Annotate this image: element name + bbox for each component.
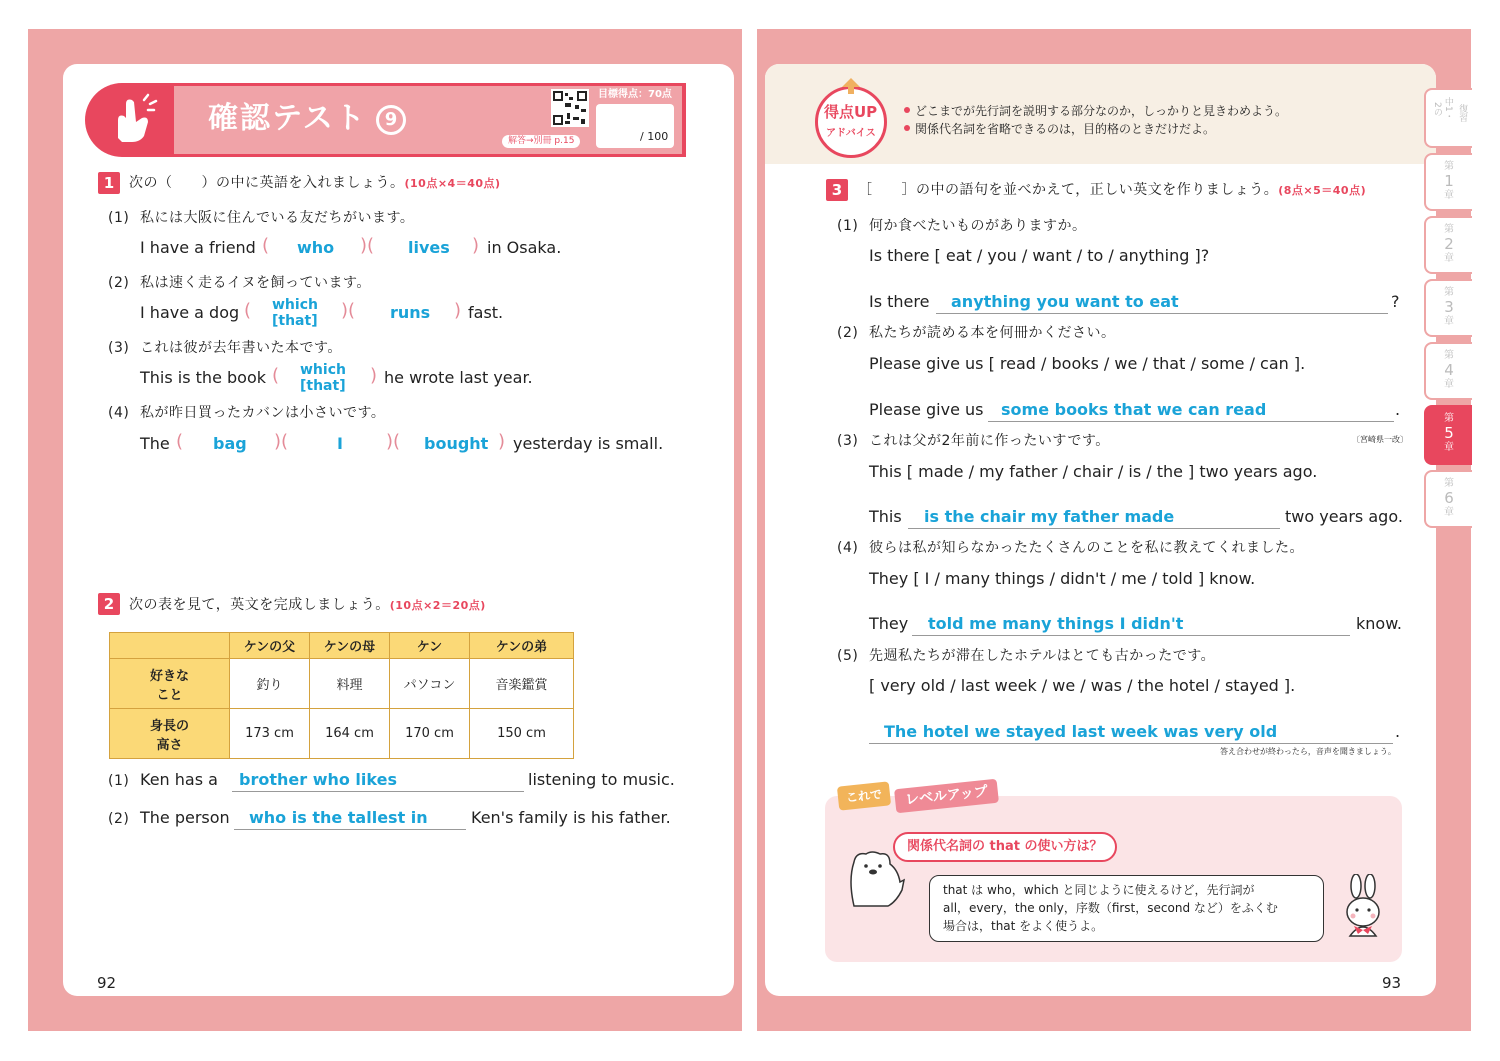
score-total: / 100: [640, 130, 669, 143]
page-number-right: 93: [1382, 974, 1402, 992]
advice-badge-sub: アドバイス: [826, 128, 876, 139]
chapter-tab-5[interactable]: 第 5 章: [1424, 405, 1472, 465]
answer-line: [936, 313, 1388, 314]
q1-1-number: (1): [108, 210, 130, 226]
rabbit-icon: [1336, 874, 1388, 944]
q3-3-japanese: これは父が2年前に作ったいすです。: [869, 433, 1110, 449]
q3-1-prefix: Is there: [869, 292, 930, 311]
table-cell: 150 cm: [470, 709, 574, 759]
q3-4-prompt: They [ I / many things / didn't / me / told ] know.: [869, 569, 1256, 588]
q1-3-japanese: これは彼が去年書いた本です。: [140, 340, 342, 356]
paren: (: [244, 300, 252, 321]
q3-2-japanese: 私たちが読める本を何冊かください。: [869, 325, 1116, 341]
answer-line: [234, 829, 466, 830]
target-score: 目標得点：70点: [598, 89, 672, 100]
paren: ): [454, 300, 462, 321]
q3-2-number: (2): [837, 325, 859, 341]
question-1-badge: 1: [98, 172, 120, 194]
levelup-body-1: that は who，which と同じように使えるけど，先行詞が: [943, 883, 1255, 897]
q1-3-number: (3): [108, 340, 130, 356]
question-2-badge: 2: [98, 593, 120, 615]
q1-2-answer-1b: [that]: [272, 313, 318, 329]
q2-1-number: (1): [108, 773, 130, 789]
bullet-dot: [904, 107, 910, 113]
q1-4-answer-2: I: [337, 434, 343, 453]
levelup-body-3: 場合は，that をよく使うよ。: [943, 919, 1104, 933]
levelup-tag-1: これで: [837, 781, 891, 810]
q2-2-answer: who is the tallest in: [249, 808, 428, 827]
question-3-badge: 3: [826, 179, 848, 201]
row-header: 好きな こと: [110, 659, 230, 709]
q3-4-answer: told me many things I didn't: [928, 614, 1184, 633]
levelup-tag-2: レベルアップ: [894, 779, 999, 814]
q3-3-prefix: This: [869, 507, 902, 526]
answer-line: [988, 421, 1394, 422]
levelup-body-2: all，every，the only，序数（first，second など）をふくむ: [943, 901, 1278, 915]
paren: ): [370, 365, 378, 386]
advice-line-1: どこまでが先行詞を説明する部分なのか，しっかりと見きわめよう。: [915, 104, 1288, 118]
levelup-question: 関係代名詞の that の使い方は？: [893, 832, 1117, 862]
q1-2-japanese: 私は速く走るイヌを飼っています。: [140, 275, 371, 291]
info-table: [109, 632, 574, 759]
table-cell: 170 cm: [390, 709, 470, 759]
q1-4-number: (4): [108, 405, 130, 421]
test-number-circle: 9: [376, 105, 406, 135]
q2-1-prefix: Ken has a: [140, 770, 218, 789]
q3-5-number: (5): [837, 648, 859, 664]
question-1-instruction: 次の（ ）の中に英語を入れましょう。(10点×4＝40点): [129, 175, 501, 191]
q3-1-number: (1): [837, 218, 859, 234]
q3-footnote: 答え合わせが終わったら，音声を聞きましょう。: [1220, 747, 1396, 756]
table-row: [110, 659, 574, 709]
q1-4-prefix: The: [140, 434, 170, 453]
advice-line-2: 関係代名詞を省略できるのは，目的格のときだけだよ。: [915, 122, 1216, 136]
q3-1-answer: anything you want to eat: [951, 292, 1179, 311]
q2-1-answer: brother who likes: [239, 770, 397, 789]
q1-4-answer-1: bag: [213, 434, 247, 453]
q1-2-number: (2): [108, 275, 130, 291]
paren: )(: [360, 235, 375, 256]
q3-3-note: 〔宮崎県一改〕: [1352, 435, 1408, 444]
q1-2-suffix: fast.: [468, 303, 504, 322]
q1-3-suffix: he wrote last year.: [384, 368, 533, 387]
q3-3-answer: is the chair my father made: [924, 507, 1175, 526]
chapter-tab-3[interactable]: 第 3 章: [1424, 279, 1472, 337]
paren: (: [272, 365, 280, 386]
answer-reference: 解答→別冊 p.15: [502, 135, 580, 148]
answer-line: [912, 635, 1350, 636]
q2-2-suffix: Ken's family is his father.: [471, 808, 671, 827]
table-cell: 164 cm: [310, 709, 390, 759]
q1-3-answer-1a: which: [300, 362, 346, 378]
paren: )(: [274, 431, 289, 452]
q1-4-answer-3: bought: [424, 434, 489, 453]
q1-4-japanese: 私が昨日買ったカバンは小さいです。: [140, 405, 386, 421]
page-number-left: 92: [97, 974, 117, 992]
q3-5-suffix: .: [1395, 722, 1401, 741]
paren: ): [472, 235, 480, 256]
chapter-tab-2[interactable]: 第 2 章: [1424, 216, 1472, 274]
table-cell: 音楽鑑賞: [470, 659, 574, 709]
q3-3-suffix: two years ago.: [1285, 507, 1403, 526]
q1-3-prefix: This is the book: [140, 368, 266, 387]
col-header: ケンの父: [230, 633, 310, 659]
paren: (: [262, 235, 270, 256]
left-page: [63, 64, 734, 996]
q3-1-suffix: ?: [1391, 292, 1400, 311]
q1-1-japanese: 私には大阪に住んでいる友だちがいます。: [140, 210, 415, 226]
table-cell: 釣り: [230, 659, 310, 709]
q3-3-prompt: This [ made / my father / chair / is / the ] two years ago.: [869, 462, 1318, 481]
q1-3-answer-1b: [that]: [300, 378, 346, 394]
q2-1-suffix: listening to music.: [528, 770, 675, 789]
question-2-instruction: 次の表を見て，英文を完成しましょう。(10点×2＝20点): [129, 597, 486, 613]
table-cell: 料理: [310, 659, 390, 709]
q1-2-prefix: I have a dog: [140, 303, 240, 322]
col-header: ケン: [390, 633, 470, 659]
col-header: ケンの母: [310, 633, 390, 659]
paren: ): [498, 431, 506, 452]
qr-code-icon: [551, 89, 589, 127]
q3-1-japanese: 何か食べたいものがありますか。: [869, 218, 1087, 234]
advice-badge: [815, 86, 887, 158]
table-row: [110, 709, 574, 759]
paren: (: [176, 431, 184, 452]
test-title: 確認テスト: [208, 101, 367, 136]
q3-5-prompt: [ very old / last week / we / was / the hotel / stayed ].: [869, 676, 1296, 695]
q1-4-suffix: yesterday is small.: [513, 434, 664, 453]
chapter-tab-1[interactable]: 第 1 章: [1424, 153, 1472, 211]
chapter-tab-4[interactable]: 第 4 章: [1424, 342, 1472, 400]
up-arrow-icon: [842, 78, 860, 94]
q1-1-answer-2: lives: [408, 238, 450, 257]
bear-icon: [842, 846, 908, 910]
q3-4-suffix: know.: [1356, 614, 1402, 633]
q3-1-prompt: Is there [ eat / you / want / to / anything ]?: [869, 246, 1210, 265]
q3-2-prefix: Please give us: [869, 400, 984, 419]
col-header: ケンの弟: [470, 633, 574, 659]
q3-5-japanese: 先週私たちが滞在したホテルはとても古かったです。: [869, 648, 1216, 664]
answer-line: [869, 743, 1393, 744]
q3-2-suffix: .: [1395, 400, 1401, 419]
bullet-dot: [904, 125, 910, 131]
chapter-tab-review[interactable]: 中1・2の 復習: [1424, 88, 1472, 148]
chapter-tab-6[interactable]: 第 6 章: [1424, 470, 1472, 528]
pointing-hand-icon: [104, 92, 162, 148]
q1-1-answer-1: who: [297, 238, 335, 257]
q2-2-prefix: The person: [140, 808, 230, 827]
q1-1-prefix: I have a friend: [140, 238, 256, 257]
q3-5-answer: The hotel we stayed last week was very old: [884, 722, 1278, 741]
paren: )(: [386, 431, 401, 452]
q3-4-japanese: 彼らは私が知らなかったたくさんのことを私に教えてくれました。: [869, 540, 1304, 556]
table-cell: パソコン: [390, 659, 470, 709]
answer-line: [232, 791, 524, 792]
table-cell: 173 cm: [230, 709, 310, 759]
q3-4-prefix: They: [869, 614, 909, 633]
question-3-instruction: ［ ］の中の語句を並べかえて，正しい英文を作りましょう。(8点×5＝40点): [858, 182, 1367, 198]
q2-2-number: (2): [108, 811, 130, 827]
row-header: 身長の 高さ: [110, 709, 230, 759]
q3-4-number: (4): [837, 540, 859, 556]
q3-2-answer: some books that we can read: [1001, 400, 1267, 419]
q3-3-number: (3): [837, 433, 859, 449]
answer-line: [908, 528, 1280, 529]
advice-badge-title: 得点UP: [824, 103, 878, 121]
q1-2-answer-2: runs: [390, 303, 431, 322]
q1-1-suffix: in Osaka.: [487, 238, 562, 257]
q3-2-prompt: Please give us [ read / books / we / that / some / can ].: [869, 354, 1306, 373]
q1-2-answer-1a: which: [272, 297, 318, 313]
paren: )(: [341, 300, 356, 321]
